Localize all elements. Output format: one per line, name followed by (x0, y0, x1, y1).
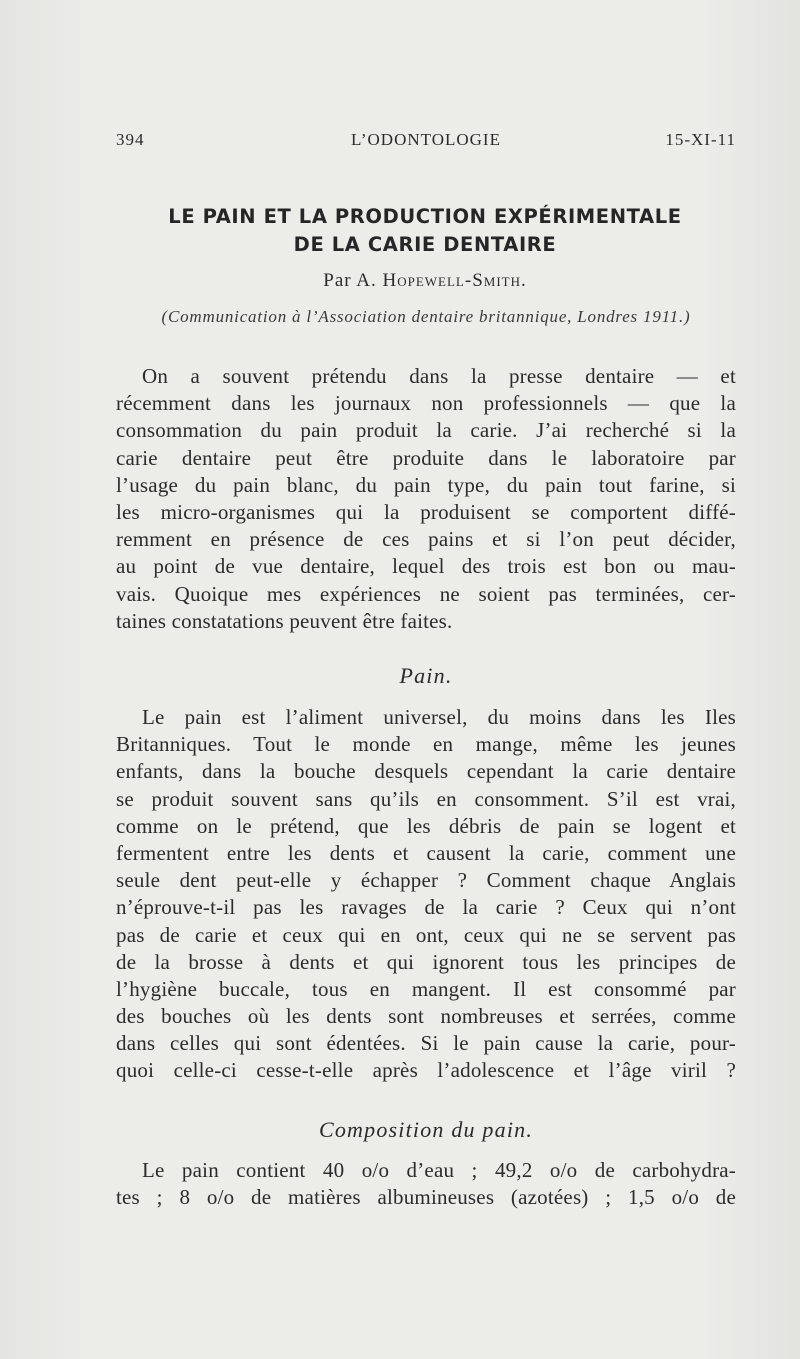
section-heading-pain: Pain. (399, 663, 453, 688)
text-line: remment en présence de ces pains et si l’on peut décider, (116, 527, 736, 552)
text-line: fermentent entre les dents et causent la carie, comment une (116, 840, 736, 865)
text-line: pas de carie et ceux qui en ont, ceux qui ne se servent pas (116, 922, 736, 947)
author-name: Hopewell-Smith. (382, 270, 527, 291)
article-title-line-2: DE LA CARIE DENTAIRE (293, 233, 557, 256)
text-line: comme on le prétend, que les débris de pain se logent et (116, 813, 736, 838)
text-line: Britanniques. Tout le monde en mange, même les jeunes (116, 732, 736, 757)
text-line: quoi celle-ci cesse-t-elle après l’adolescence et l’âge viril ? (116, 1058, 736, 1083)
text-line: tes ; 8 o/o de matières albumineuses (azotées) ; 1,5 o/o de (116, 1185, 736, 1210)
page-number: 394 (116, 130, 145, 149)
section-heading-composition: Composition du pain. (318, 1117, 534, 1142)
text-line: les micro-organismes qui la produisent se comportent diffé- (116, 499, 736, 524)
text-line: On a souvent prétendu dans la presse dentaire — et (142, 364, 736, 388)
running-header (116, 130, 736, 156)
article-title-line-1: LE PAIN ET LA PRODUCTION EXPÉRIMENTALE (168, 205, 682, 228)
text-line: au point de vue dentaire, lequel des trois est bon ou mau- (116, 554, 736, 579)
issue-date: 15-XI-11 (665, 130, 736, 149)
text-line: enfants, dans la bouche desquels cependant la carie dentaire (116, 759, 736, 784)
text-line: des bouches où les dents sont nombreuses et serrées, comme (116, 1004, 736, 1029)
paragraph-intro (116, 363, 736, 635)
text-line: consommation du pain produit la carie. J’ai recherché si la (116, 418, 736, 443)
byline (110, 270, 740, 292)
text-line: vais. Quoique mes expériences ne soient pas terminées, cer- (116, 581, 736, 606)
text-line: de la brosse à dents et qui ignorent tous les principes de (116, 949, 736, 974)
text-line: seule dent peut-elle y échapper ? Comment chaque Anglais (116, 868, 736, 893)
text-line: l’hygiène buccale, tous en mangent. Il est consommé par (116, 976, 736, 1001)
byline-prefix: Par A. (323, 270, 383, 291)
journal-title: L’ODONTOLOGIE (351, 130, 501, 149)
paragraph-pain (116, 704, 736, 1085)
text-line: Le pain est l’aliment universel, du moins dans les Iles (142, 705, 736, 729)
text-line: se produit souvent sans qu’ils en consomment. S’il est vrai, (116, 786, 736, 811)
text-line: dans celles qui sont édentées. Si le pain cause la carie, pour- (116, 1031, 736, 1056)
text-line: Le pain contient 40 o/o d’eau ; 49,2 o/o de carbohydra- (142, 1158, 736, 1182)
text-line: n’éprouve-t-il pas les ravages de la carie ? Ceux qui n’ont (116, 895, 736, 920)
text-line: l’usage du pain blanc, du pain type, du pain tout farine, si (116, 472, 736, 497)
text-line: récemment dans les journaux non professionnels — que la (116, 391, 736, 416)
text-line: carie dentaire peut être produite dans le laboratoire par (116, 445, 736, 470)
paragraph-composition (116, 1157, 736, 1211)
text-line: taines constatations peuvent être faites. (116, 608, 453, 633)
communication-note: (Communication à l’Association dentaire britannique, Londres 1911.) (161, 307, 691, 326)
